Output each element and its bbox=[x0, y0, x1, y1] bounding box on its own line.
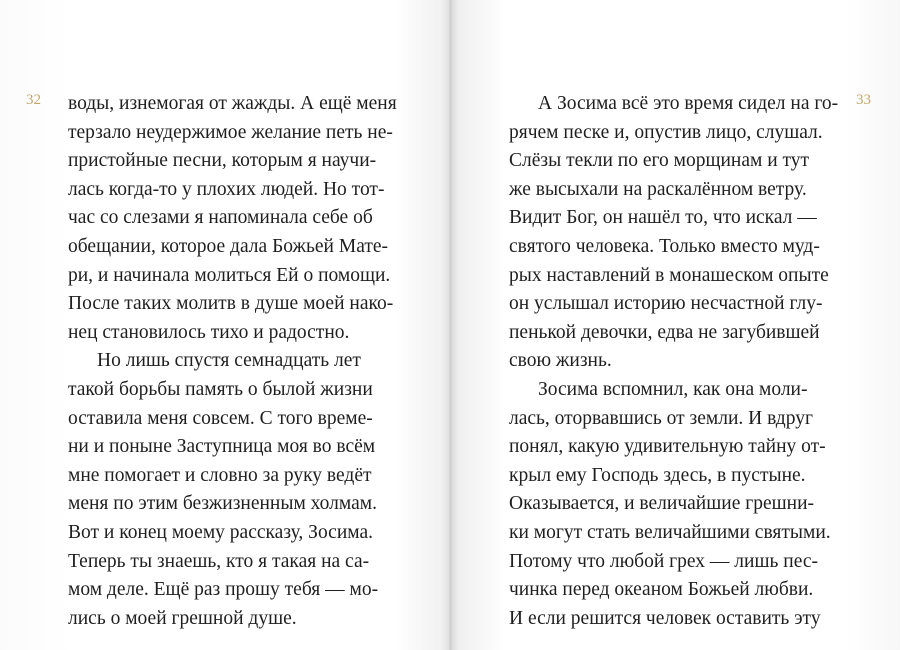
text-line: Оказывается, и величайшие грешни- bbox=[509, 493, 815, 515]
text-line: пристойные песни, которым я научи- bbox=[68, 150, 377, 172]
text-line: ки могут стать величайшими святыми. bbox=[509, 521, 831, 543]
left-page-text bbox=[68, 90, 398, 633]
text-line: ри, и начинала молиться Ей о помощи. bbox=[68, 264, 391, 286]
text-line: святого человека. Только вместо муд- bbox=[509, 235, 820, 257]
text-line: ни и поныне Заступница моя во всём bbox=[68, 436, 376, 458]
text-line: пенькой девочки, едва не загубившей bbox=[509, 321, 820, 343]
text-line: меня по этим безжизненным холмам. bbox=[68, 493, 377, 515]
text-line: же высыхали на раскалённом ветру. bbox=[509, 178, 807, 200]
text-line: он услышал историю несчастной глу- bbox=[509, 293, 823, 315]
text-line: час со слезами я напоминала себе об bbox=[68, 207, 373, 229]
page-number-right: 33 bbox=[856, 92, 871, 108]
right-page bbox=[452, 0, 900, 650]
text-line: лись о моей грешной душе. bbox=[68, 607, 297, 629]
text-line: рых наставлений в монашеском опыте bbox=[509, 264, 829, 286]
text-line: воды, изнемогая от жажды. А ещё меня bbox=[68, 93, 397, 114]
text-line: Слёзы текли по его морщинам и тут bbox=[509, 150, 810, 172]
text-line: Видит Бог, он нашёл то, что искал — bbox=[509, 207, 817, 229]
right-page-text bbox=[509, 90, 839, 633]
text-line: лась, оторвавшись от земли. И вдруг bbox=[509, 407, 813, 429]
text-line: Зосима вспомнил, как она моли- bbox=[538, 378, 808, 400]
text-line: Вот и конец моему рассказу, Зосима. bbox=[68, 521, 374, 543]
text-line: оставила меня совсем. С того време- bbox=[68, 407, 373, 429]
text-line: Но лишь спустя семнадцать лет bbox=[97, 350, 361, 372]
text-line: После таких молитв в душе моей нако- bbox=[68, 293, 394, 315]
text-line: мне помогает и словно за руку ведёт bbox=[68, 464, 372, 486]
text-line: такой борьбы память о былой жизни bbox=[68, 378, 373, 400]
text-line: А Зосима всё это время сидел на го- bbox=[538, 93, 839, 114]
text-line: рячем песке и, опустив лицо, слушал. bbox=[509, 121, 823, 143]
page-number-left: 32 bbox=[26, 92, 41, 108]
text-line: лась когда-то у плохих людей. Но тот- bbox=[68, 178, 385, 200]
text-line: терзало неудержимое желание петь не- bbox=[68, 121, 393, 143]
text-line: обещании, которое дала Божьей Мате- bbox=[68, 235, 389, 257]
text-line: крыл ему Господь здесь, в пустыне. bbox=[509, 464, 806, 486]
text-line: свою жизнь. bbox=[509, 350, 612, 372]
text-line: Теперь ты знаешь, кто я такая на са- bbox=[68, 550, 370, 572]
text-line: нец становилось тихо и радостно. bbox=[68, 321, 350, 343]
text-line: понял, какую удивительную тайну от- bbox=[509, 436, 826, 458]
text-line: чинка перед океаном Божьей любви. bbox=[509, 579, 814, 601]
text-line: И если решится человек оставить эту bbox=[509, 607, 821, 629]
text-line: мом деле. Ещё раз прошу тебя — мо- bbox=[68, 579, 379, 601]
text-line: Потому что любой грех — лишь пес- bbox=[509, 550, 818, 572]
